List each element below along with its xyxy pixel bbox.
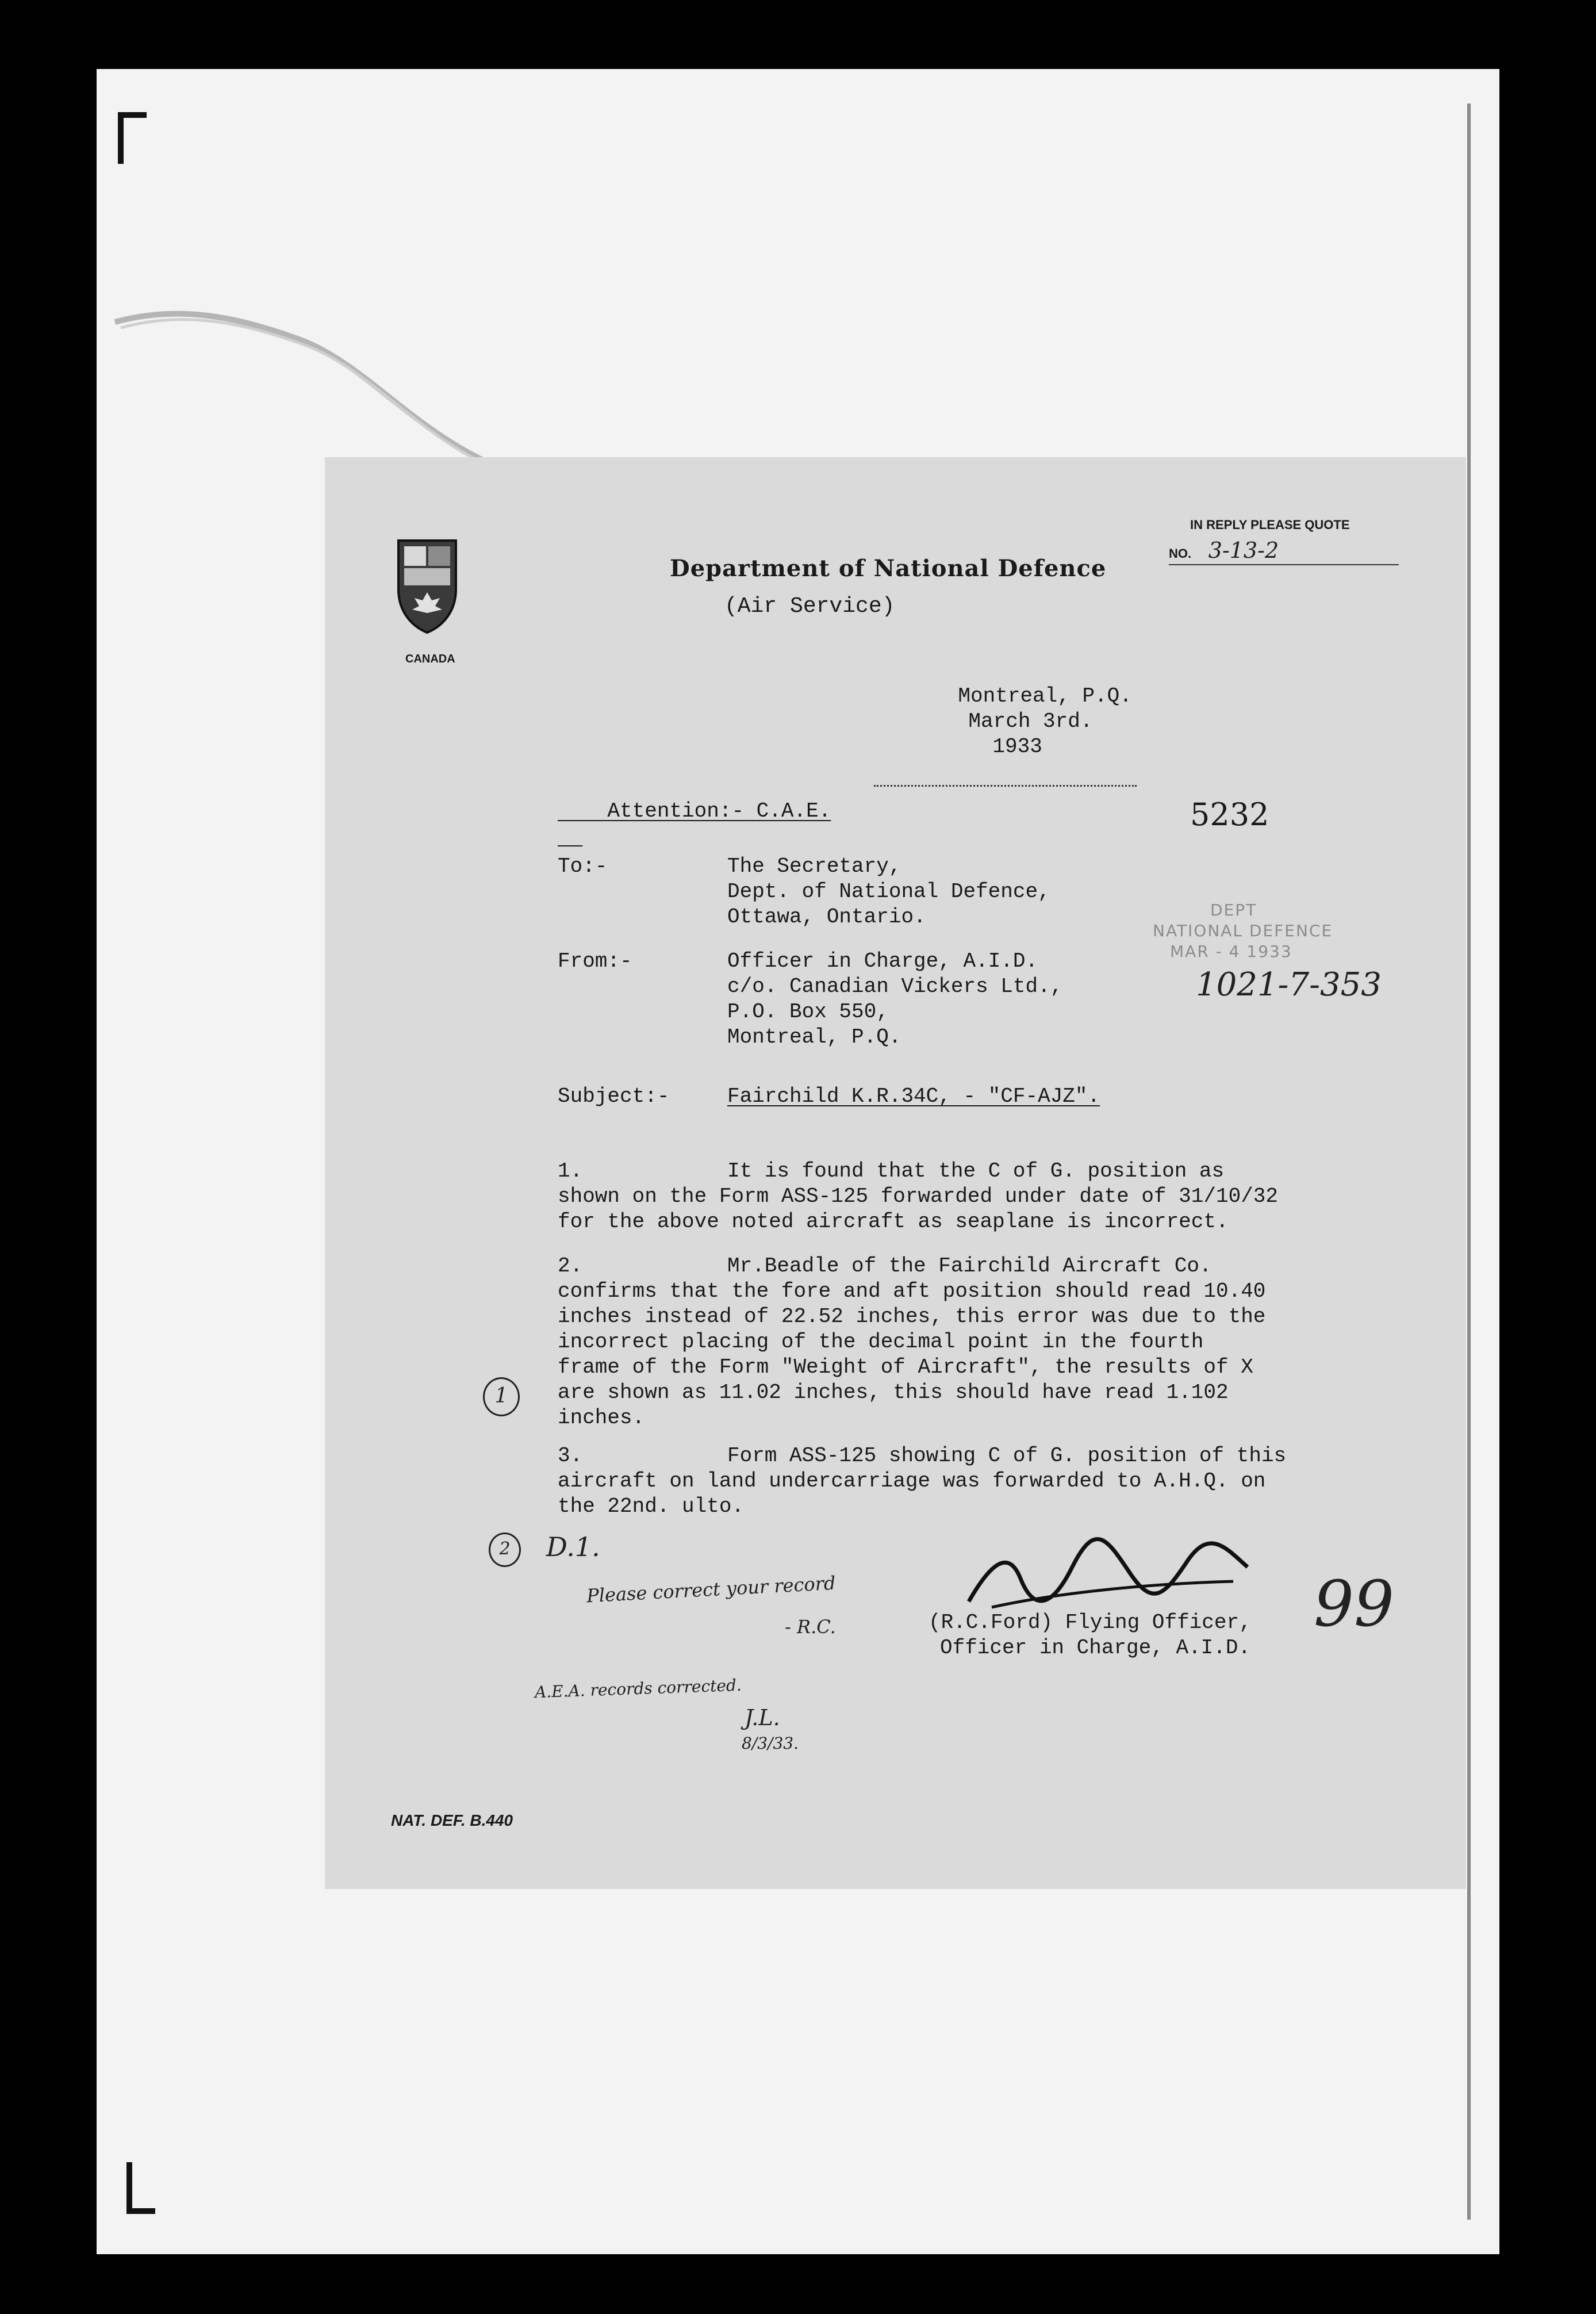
date-day: March 3rd. [968,710,1093,733]
from-line: P.O. Box 550, [727,1000,889,1024]
subject-value: Fairchild K.R.34C, - "CF-AJZ". [727,1085,1100,1108]
department-branch: (Air Service) [724,594,895,619]
tag-string [109,299,500,472]
circle-number: 1 [494,1384,508,1408]
from-line: c/o. Canadian Vickers Ltd., [727,975,1063,998]
to-line: The Secretary, [727,855,901,878]
circle-number: 2 [499,1539,511,1559]
department-name: Department of National Defence [670,555,1107,582]
attention-label: Attention:- [607,799,745,823]
paragraph-1 [558,1159,1278,1235]
crop-mark-right-edge [1467,104,1471,2220]
dateline [874,658,1137,787]
circled-note-1 [483,1377,520,1416]
attention-value: C.A.E. [756,799,831,823]
paragraph-line: shown on the Form ASS-125 forwarded under date of 31/10/32 [558,1185,1279,1208]
paragraph-line: Form ASS-125 showing C of G. position of this [727,1444,1287,1468]
paragraph-line: inches. [558,1406,645,1430]
paragraph-line: frame of the Form "Weight of Aircraft", the results of X [558,1355,1253,1379]
stamp-line: MAR - 4 1933 [1170,942,1292,961]
signature-name: (R.C.Ford) Flying Officer, [929,1611,1252,1634]
correction-initials: J.L. [745,1705,780,1730]
handwritten-file-reference: 1021-7-353 [1196,966,1382,1003]
from-label: From:- [558,949,632,973]
paragraph-line: confirms that the fore and aft position should read 10.40 [558,1279,1266,1303]
paragraph-3 [558,1443,1286,1519]
date-place: Montreal, P.Q. [958,684,1132,708]
reference-number-row [1169,538,1399,565]
paragraph-line: Mr.Beadle of the Fairchild Aircraft Co. [727,1254,1212,1278]
paragraph-number: 3. [558,1444,583,1468]
folio-number: 99 [1314,1567,1394,1641]
file-number: 5232 [1190,796,1269,833]
form-code: NAT. DEF. B.440 [391,1811,513,1829]
from-line: Officer in Charge, A.I.D. [727,949,1038,973]
paragraph-line: It is found that the C of G. position as [727,1159,1225,1183]
circled-note-2 [489,1533,521,1567]
crest-label: CANADA [405,653,455,665]
paragraph-line: for the above noted aircraft as seaplane is incorrect. [558,1210,1229,1233]
canada-coat-of-arms-icon [393,535,462,635]
minute-note: Please correct your record [586,1572,837,1607]
crop-mark-bottom-left [126,2162,132,2214]
no-label: NO. [1169,546,1192,561]
stamp-line: NATIONAL DEFENCE [1153,921,1333,940]
to-address [727,854,1050,930]
paragraph-line: inches instead of 22.52 inches, this error was due to the [558,1305,1266,1328]
paragraph-line: the 22nd. ulto. [558,1495,745,1518]
from-address [727,949,1062,1050]
to-line: Ottawa, Ontario. [727,905,926,929]
crop-mark-bottom-left-h [126,2208,155,2214]
correction-note: A.E.A. records corrected. [534,1675,742,1702]
correction-date: 8/3/33. [742,1734,799,1753]
reference-number: 3-13-2 [1208,538,1279,563]
attention-line [558,773,831,849]
signature-mark [957,1527,1256,1619]
received-stamp [1153,900,1333,962]
paragraph-number: 2. [558,1254,583,1278]
minute-addressee: D.1. [546,1531,600,1562]
signature-title: Officer in Charge, A.I.D. [940,1636,1251,1660]
paragraph-2 [558,1254,1265,1431]
subject-label: Subject:- [558,1085,670,1108]
crop-mark-top-left [118,112,124,164]
to-label: To:- [558,855,608,878]
letter-page [325,457,1466,1889]
paragraph-number: 1. [558,1159,583,1183]
from-line: Montreal, P.Q. [727,1025,901,1049]
date-year: 1933 [992,735,1042,758]
crop-mark-top-left-h [118,112,147,118]
to-line: Dept. of National Defence, [727,880,1050,903]
paragraph-line: aircraft on land undercarriage was forwarded to A.H.Q. on [558,1469,1266,1493]
reply-note: IN REPLY PLEASE QUOTE [1190,518,1350,532]
stamp-line: DEPT [1210,901,1257,920]
paragraph-line: are shown as 11.02 inches, this should have read 1.102 [558,1381,1229,1404]
paragraph-line: incorrect placing of the decimal point in the fourth [558,1330,1204,1354]
minute-initials: - R.C. [785,1616,836,1638]
